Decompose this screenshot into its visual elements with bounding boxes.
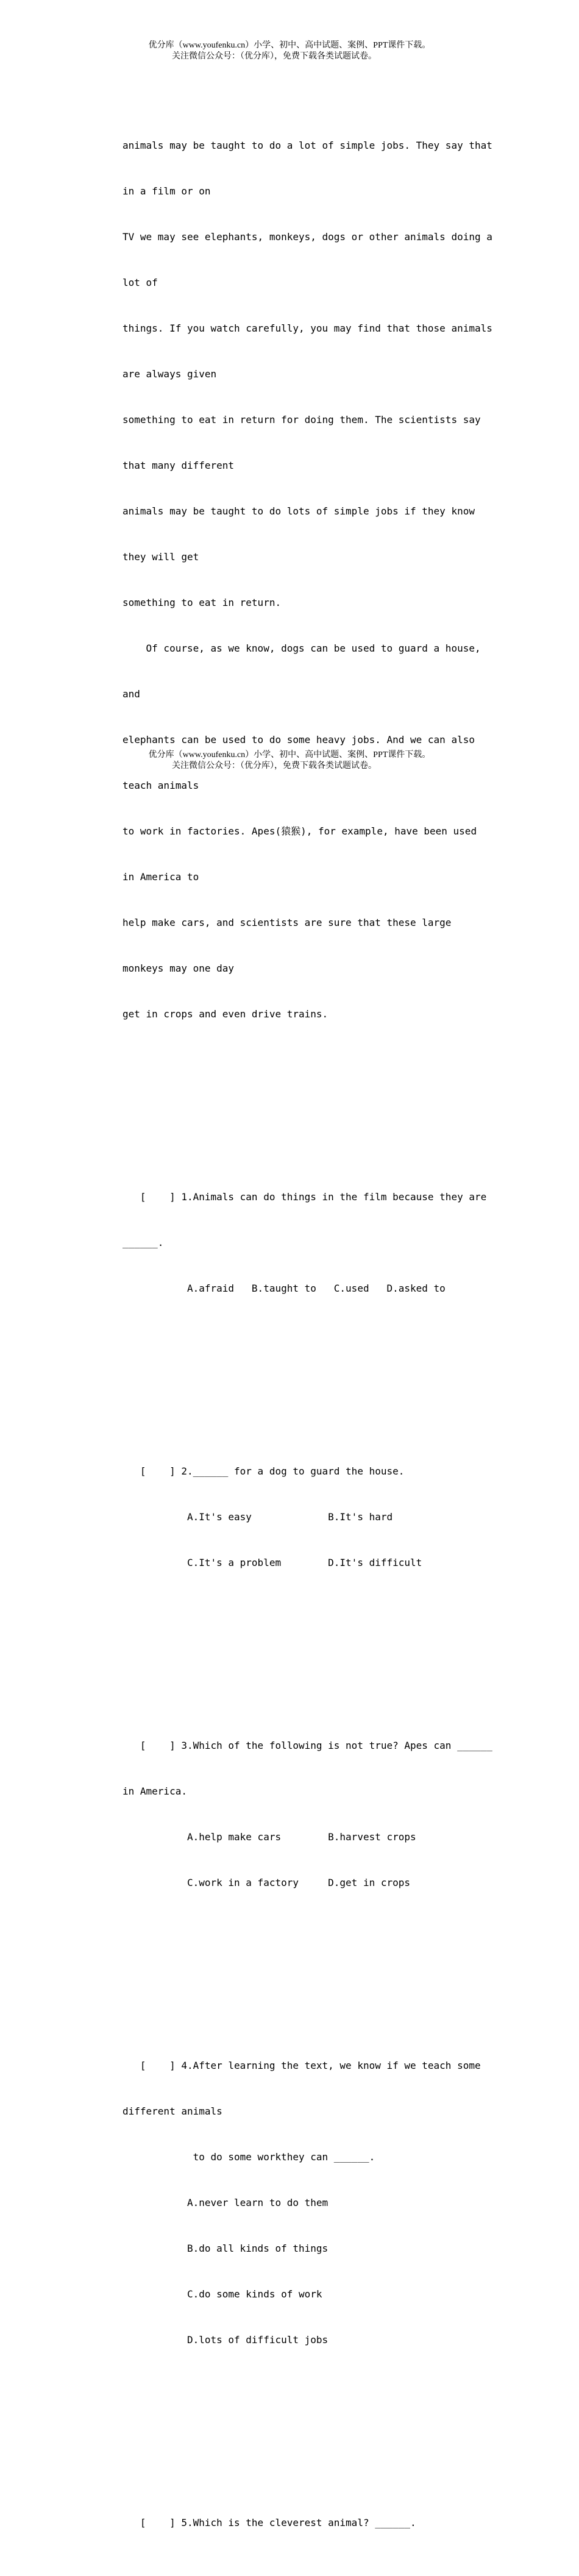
- passage-line: are always given: [123, 368, 217, 380]
- passage-line: animals may be taught to do lots of simple jobs if they know: [123, 505, 475, 517]
- document-body: [123, 77, 494, 2576]
- passage-line: TV we may see elephants, monkeys, dogs or other animals doing a: [123, 231, 492, 243]
- passage-line: monkeys may one day: [123, 962, 235, 974]
- passage-line: they will get: [123, 551, 199, 563]
- question-stem: [ ] 1.Animals can do things in the film because they are: [123, 1191, 487, 1203]
- header-line-1: 优分库（www.youfenku.cn）小学、初中、高中试题、案例、PPT课件下载。: [148, 41, 431, 50]
- question-line: in America.: [123, 1785, 187, 1797]
- question-stem: [ ] 4.After learning the text, we know if we teach some: [123, 2060, 481, 2071]
- question-option: C.do some kinds of work: [123, 2288, 322, 2300]
- passage-line: elephants can be used to do some heavy jobs. And we can also: [123, 734, 475, 745]
- question-options: C.work in a factory D.get in crops: [123, 1877, 411, 1888]
- passage-line: teach animals: [123, 780, 199, 791]
- passage-line: things. If you watch carefully, you may find that those animals: [123, 322, 492, 334]
- question-options: A.afraid B.taught to C.used D.asked to: [123, 1283, 446, 1294]
- spacer: [123, 1966, 494, 1982]
- question-stem: [ ] 5.Which is the cleverest animal? ______.: [123, 2517, 416, 2528]
- question-option: D.lots of difficult jobs: [123, 2334, 329, 2346]
- passage-line: in America to: [123, 871, 199, 883]
- spacer: [123, 1646, 494, 1662]
- question-stem: [ ] 3.Which of the following is not true? Apes can ______: [123, 1740, 492, 1751]
- question-options: C.It's a problem D.It's difficult: [123, 1557, 422, 1568]
- question-options: A.It's easy B.It's hard: [123, 1511, 393, 1523]
- question-2: [123, 1433, 494, 1601]
- passage-line: something to eat in return for doing them. The scientists say: [123, 414, 481, 425]
- question-option: A.never learn to do them: [123, 2197, 329, 2208]
- passage-line: something to eat in return.: [123, 597, 282, 608]
- spacer: [123, 1372, 494, 1387]
- footer-line-1: 优分库（www.youfenku.cn）小学、初中、高中试题、案例、PPT课件下载。: [148, 750, 431, 760]
- passage-line: animals may be taught to do a lot of simple jobs. They say that: [123, 140, 492, 151]
- passage-line: in a film or on: [123, 185, 211, 197]
- question-1: [123, 1159, 494, 1326]
- question-option: B.do all kinds of things: [123, 2243, 329, 2254]
- passage-line: that many different: [123, 460, 235, 471]
- passage-line: to work in factories. Apes(猿猴), for example, have been used: [123, 825, 477, 837]
- question-options: A.help make cars B.harvest crops: [123, 1831, 416, 1843]
- page-footer: [0, 750, 579, 772]
- spacer: [123, 2424, 494, 2439]
- question-line: to do some workthey can ______.: [123, 2151, 375, 2163]
- passage-line: and: [123, 688, 140, 700]
- passage-line: lot of: [123, 277, 158, 288]
- page-header: [0, 40, 579, 62]
- question-5: [123, 2485, 494, 2561]
- passage-line: help make cars, and scientists are sure that these large: [123, 917, 452, 928]
- header-line-2: 关注微信公众号：（优分库），免费下载各类试题试卷。: [172, 52, 377, 61]
- question-line: ______.: [123, 1237, 164, 1248]
- question-4: [123, 2027, 494, 2378]
- passage-line: get in crops and even drive trains.: [123, 1008, 329, 1020]
- passage-line: Of course, as we know, dogs can be used to guard a house,: [123, 642, 481, 654]
- spacer: [123, 1098, 494, 1113]
- question-stem: [ ] 2.______ for a dog to guard the house.: [123, 1465, 405, 1477]
- question-line: different animals: [123, 2105, 222, 2117]
- reading-passage: [123, 107, 494, 1052]
- footer-line-2: 关注微信公众号：（优分库），免费下载各类试题试卷。: [172, 761, 377, 770]
- question-3: [123, 1707, 494, 1921]
